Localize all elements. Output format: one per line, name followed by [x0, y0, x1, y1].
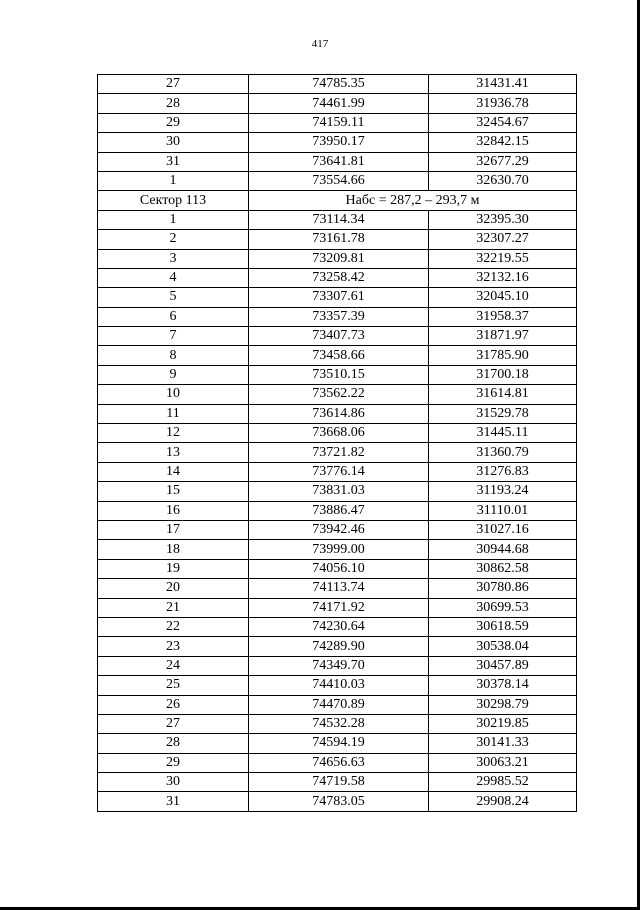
point-number: 27 — [98, 75, 249, 94]
x-coordinate: 74783.05 — [249, 792, 429, 811]
point-number: 18 — [98, 540, 249, 559]
x-coordinate: 74349.70 — [249, 656, 429, 675]
x-coordinate: 74719.58 — [249, 773, 429, 792]
x-coordinate: 73161.78 — [249, 230, 429, 249]
table-row — [98, 773, 577, 792]
x-coordinate: 73886.47 — [249, 501, 429, 520]
point-number: 1 — [98, 171, 249, 190]
point-number: 29 — [98, 753, 249, 772]
y-coordinate: 32045.10 — [429, 288, 577, 307]
table-row — [98, 617, 577, 636]
x-coordinate: 74532.28 — [249, 714, 429, 733]
y-coordinate: 31614.81 — [429, 385, 577, 404]
coordinates-table — [97, 74, 577, 812]
x-coordinate: 74594.19 — [249, 734, 429, 753]
point-number: 19 — [98, 559, 249, 578]
x-coordinate: 73614.86 — [249, 404, 429, 423]
x-coordinate: 73258.42 — [249, 268, 429, 287]
point-number: 6 — [98, 307, 249, 326]
table-row — [98, 482, 577, 501]
y-coordinate: 30378.14 — [429, 676, 577, 695]
x-coordinate: 73357.39 — [249, 307, 429, 326]
table-row — [98, 385, 577, 404]
page-number: 417 — [311, 38, 329, 50]
y-coordinate: 31193.24 — [429, 482, 577, 501]
x-coordinate: 74230.64 — [249, 617, 429, 636]
x-coordinate: 74461.99 — [249, 94, 429, 113]
x-coordinate: 74113.74 — [249, 579, 429, 598]
x-coordinate: 74410.03 — [249, 676, 429, 695]
y-coordinate: 31936.78 — [429, 94, 577, 113]
point-number: 5 — [98, 288, 249, 307]
y-coordinate: 31431.41 — [429, 75, 577, 94]
y-coordinate: 30063.21 — [429, 753, 577, 772]
table-body-top — [98, 75, 577, 191]
point-number: 29 — [98, 113, 249, 132]
x-coordinate: 74785.35 — [249, 75, 429, 94]
y-coordinate: 31445.11 — [429, 424, 577, 443]
sector-label: Сектор 113 — [98, 191, 249, 210]
y-coordinate: 31110.01 — [429, 501, 577, 520]
y-coordinate: 30538.04 — [429, 637, 577, 656]
point-number: 2 — [98, 230, 249, 249]
y-coordinate: 30457.89 — [429, 656, 577, 675]
y-coordinate: 31529.78 — [429, 404, 577, 423]
point-number: 21 — [98, 598, 249, 617]
y-coordinate: 30862.58 — [429, 559, 577, 578]
sector-header — [98, 191, 577, 210]
table-row — [98, 598, 577, 617]
table-row — [98, 365, 577, 384]
table-row — [98, 753, 577, 772]
y-coordinate: 31360.79 — [429, 443, 577, 462]
table-row — [98, 714, 577, 733]
point-number: 15 — [98, 482, 249, 501]
y-coordinate: 30219.85 — [429, 714, 577, 733]
table-body-sector — [98, 210, 577, 811]
point-number: 30 — [98, 773, 249, 792]
table-row — [98, 152, 577, 171]
y-coordinate: 31276.83 — [429, 462, 577, 481]
y-coordinate: 29908.24 — [429, 792, 577, 811]
y-coordinate: 32132.16 — [429, 268, 577, 287]
y-coordinate: 32395.30 — [429, 210, 577, 229]
y-coordinate: 30780.86 — [429, 579, 577, 598]
table-row — [98, 268, 577, 287]
x-coordinate: 73407.73 — [249, 327, 429, 346]
point-number: 9 — [98, 365, 249, 384]
table-row — [98, 327, 577, 346]
x-coordinate: 74056.10 — [249, 559, 429, 578]
point-number: 3 — [98, 249, 249, 268]
table-row — [98, 559, 577, 578]
point-number: 14 — [98, 462, 249, 481]
point-number: 28 — [98, 94, 249, 113]
point-number: 16 — [98, 501, 249, 520]
table-row — [98, 288, 577, 307]
point-number: 12 — [98, 424, 249, 443]
table-row — [98, 443, 577, 462]
y-coordinate: 32454.67 — [429, 113, 577, 132]
x-coordinate: 73458.66 — [249, 346, 429, 365]
point-number: 10 — [98, 385, 249, 404]
y-coordinate: 32307.27 — [429, 230, 577, 249]
table-row — [98, 676, 577, 695]
table-row — [98, 424, 577, 443]
x-coordinate: 73209.81 — [249, 249, 429, 268]
table-row — [98, 171, 577, 190]
sector-row — [98, 191, 577, 210]
x-coordinate: 73831.03 — [249, 482, 429, 501]
x-coordinate: 73999.00 — [249, 540, 429, 559]
point-number: 25 — [98, 676, 249, 695]
x-coordinate: 73307.61 — [249, 288, 429, 307]
table-row — [98, 210, 577, 229]
point-number: 27 — [98, 714, 249, 733]
x-coordinate: 74289.90 — [249, 637, 429, 656]
y-coordinate: 30141.33 — [429, 734, 577, 753]
point-number: 11 — [98, 404, 249, 423]
table-row — [98, 734, 577, 753]
y-coordinate: 31700.18 — [429, 365, 577, 384]
point-number: 20 — [98, 579, 249, 598]
x-coordinate: 73510.15 — [249, 365, 429, 384]
x-coordinate: 73721.82 — [249, 443, 429, 462]
sector-elevation-range: Набс = 287,2 – 293,7 м — [249, 191, 577, 210]
table-row — [98, 462, 577, 481]
x-coordinate: 73776.14 — [249, 462, 429, 481]
y-coordinate: 30944.68 — [429, 540, 577, 559]
y-coordinate: 30618.59 — [429, 617, 577, 636]
table-row — [98, 230, 577, 249]
point-number: 28 — [98, 734, 249, 753]
point-number: 23 — [98, 637, 249, 656]
point-number: 4 — [98, 268, 249, 287]
x-coordinate: 74656.63 — [249, 753, 429, 772]
point-number: 24 — [98, 656, 249, 675]
table-row — [98, 249, 577, 268]
y-coordinate: 32677.29 — [429, 152, 577, 171]
table-row — [98, 501, 577, 520]
y-coordinate: 32842.15 — [429, 133, 577, 152]
x-coordinate: 73641.81 — [249, 152, 429, 171]
x-coordinate: 73950.17 — [249, 133, 429, 152]
y-coordinate: 32219.55 — [429, 249, 577, 268]
x-coordinate: 74470.89 — [249, 695, 429, 714]
table-row — [98, 346, 577, 365]
point-number: 13 — [98, 443, 249, 462]
point-number: 26 — [98, 695, 249, 714]
table-row — [98, 792, 577, 811]
table-row — [98, 637, 577, 656]
y-coordinate: 31027.16 — [429, 520, 577, 539]
table-row — [98, 133, 577, 152]
point-number: 31 — [98, 792, 249, 811]
point-number: 8 — [98, 346, 249, 365]
table-row — [98, 113, 577, 132]
point-number: 31 — [98, 152, 249, 171]
table-row — [98, 94, 577, 113]
point-number: 7 — [98, 327, 249, 346]
point-number: 17 — [98, 520, 249, 539]
x-coordinate: 73942.46 — [249, 520, 429, 539]
x-coordinate: 73668.06 — [249, 424, 429, 443]
y-coordinate: 29985.52 — [429, 773, 577, 792]
table-row — [98, 540, 577, 559]
y-coordinate: 32630.70 — [429, 171, 577, 190]
table-row — [98, 579, 577, 598]
y-coordinate: 31958.37 — [429, 307, 577, 326]
x-coordinate: 73562.22 — [249, 385, 429, 404]
y-coordinate: 30298.79 — [429, 695, 577, 714]
point-number: 30 — [98, 133, 249, 152]
table-row — [98, 695, 577, 714]
table-row — [98, 656, 577, 675]
x-coordinate: 74159.11 — [249, 113, 429, 132]
point-number: 1 — [98, 210, 249, 229]
table-row — [98, 404, 577, 423]
table-row — [98, 75, 577, 94]
table-row — [98, 520, 577, 539]
point-number: 22 — [98, 617, 249, 636]
x-coordinate: 73114.34 — [249, 210, 429, 229]
table-row — [98, 307, 577, 326]
x-coordinate: 73554.66 — [249, 171, 429, 190]
y-coordinate: 30699.53 — [429, 598, 577, 617]
x-coordinate: 74171.92 — [249, 598, 429, 617]
y-coordinate: 31785.90 — [429, 346, 577, 365]
y-coordinate: 31871.97 — [429, 327, 577, 346]
